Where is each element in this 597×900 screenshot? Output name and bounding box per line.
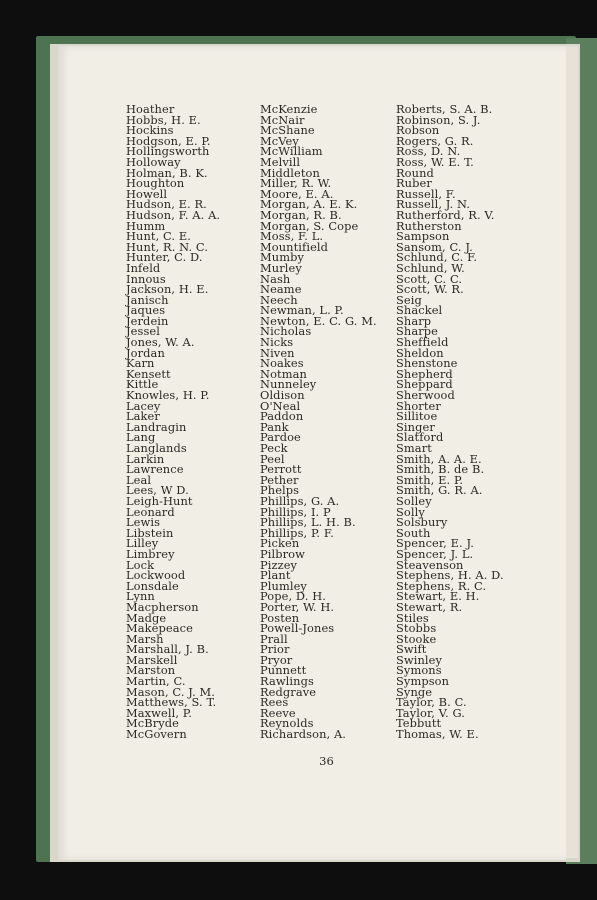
name-entry: Houghton [126, 176, 185, 191]
name-entry: Taylor, B. C. [396, 695, 467, 710]
name-entry: Redgrave [260, 684, 317, 699]
name-entry: Lees, W D. [126, 483, 189, 498]
name-entry: Jessel [126, 324, 160, 339]
name-entry: Ruber [396, 176, 432, 191]
name-entry: Innous [126, 271, 166, 286]
name-entry: Marshall, J. B. [126, 642, 209, 657]
name-entry: Sharpe [396, 324, 439, 339]
name-entry: Porter, W. H. [260, 599, 335, 614]
name-entry: Lynn [126, 589, 155, 604]
name-entry: Richardson, A. [260, 727, 346, 742]
name-entry: Langlands [126, 441, 187, 455]
name-entry: Spencer, J. L. [396, 546, 474, 561]
name-entry: Middleton [260, 165, 320, 180]
name-entry: Stobbs [396, 621, 437, 636]
name-entry: Holman, B. K. [126, 165, 208, 180]
name-entry: Knowles, H. P. [126, 388, 210, 403]
name-entry: Schlund, W. [396, 260, 465, 275]
name-entry: Nicks [260, 335, 294, 350]
name-entry: Ross, W. E. T. [396, 154, 474, 169]
name-entry: Marsh [126, 631, 164, 646]
name-entry: Sharp [396, 313, 432, 328]
name-entry: Hunter, C. D. [126, 250, 203, 265]
name-entry: Pardoe [260, 430, 301, 445]
name-entry: Kittle [126, 377, 159, 392]
name-entry: Lock [126, 557, 155, 572]
name-entry: Prior [260, 642, 290, 657]
name-entry: McWilliam [260, 144, 323, 159]
name-entry: Jones, W. A. [126, 335, 195, 350]
name-entry: Matthews, S. T. [126, 695, 217, 710]
page-number-text: 36 [319, 754, 334, 768]
name-entry: Prall [260, 631, 288, 646]
name-entry: Synge [396, 684, 433, 699]
name-entry: Picken [260, 536, 300, 551]
name-entry: Notman [260, 366, 307, 381]
name-entry: Morgan, A. E. K. [260, 197, 358, 212]
name-entry: McBryde [126, 716, 180, 731]
name-entry: Plumley [260, 578, 307, 593]
name-entry: Powell-Jones [260, 621, 335, 636]
name-entry: Jordan [126, 345, 165, 360]
name-entry: Thomas, W. E. [396, 727, 479, 742]
name-entry: Holloway [126, 154, 181, 169]
name-entry: Hoather [126, 102, 175, 116]
name-entry: Sheldon [396, 345, 444, 360]
name-entry: Solsbury [396, 515, 448, 530]
name-entry: Oldison [260, 388, 305, 403]
name-entry: Stooke [396, 631, 437, 646]
name-entry: Swift [396, 642, 427, 657]
name-entry: Madge [126, 610, 167, 625]
name-entry: Sherwood [396, 388, 455, 403]
name-entry: O'Neal [260, 398, 301, 413]
name-entry: Ross, D. N. [396, 144, 461, 159]
page-number [0, 754, 597, 768]
name-entry: Stewart, R. [396, 599, 463, 614]
name-entry: Sheppard [396, 377, 453, 392]
name-entry: Schlund, C. F. [396, 250, 478, 265]
name-entry: Russell, F. [396, 186, 456, 201]
name-entry: Jaques [126, 303, 166, 318]
name-entry: McNair [260, 112, 305, 127]
name-entry: Smith, B. de B. [396, 462, 485, 477]
name-entry: Phillips, I. P [260, 504, 331, 519]
name-entry: Miller, R. W. [260, 176, 332, 191]
name-entry: Russell, J. N. [396, 197, 471, 212]
name-entry: Leal [126, 472, 152, 487]
name-entry: Taylor, V. G. [396, 705, 465, 720]
name-entry: Sillitoe [396, 409, 438, 424]
name-entry: Plant [260, 568, 291, 583]
name-entry: Rawlings [260, 674, 314, 689]
name-entry: Moss, F. L. [260, 229, 324, 244]
name-entry: McVey [260, 133, 299, 148]
name-entry: Peck [260, 441, 288, 455]
name-entry: Tebbutt [396, 716, 442, 731]
name-entry: Phillips, L. H. B. [260, 515, 356, 530]
name-entry: Hunt, R. N. C. [126, 239, 209, 254]
name-entry: Smart [396, 441, 432, 455]
name-entry: Scott, C. C. [396, 271, 463, 286]
name-entry: Larkin [126, 451, 165, 466]
name-entry: Lockwood [126, 568, 186, 583]
name-entry: Swinley [396, 652, 443, 667]
name-entry: Perrott [260, 462, 302, 477]
name-entry: Rutherston [396, 218, 462, 233]
name-entry: Phillips, P. F. [260, 525, 334, 540]
name-entry: Pilbrow [260, 546, 305, 561]
name-entry: Sansom, C. J. [396, 239, 473, 254]
name-entry: Mountifield [260, 239, 329, 254]
name-entry: Mason, C. J. M. [126, 684, 215, 699]
name-column-1 [126, 104, 220, 740]
name-entry: Nash [260, 271, 291, 286]
name-entry: Round [396, 165, 434, 180]
name-entry: Newman, L. P. [260, 303, 344, 318]
name-entry: Scott, W. R. [396, 282, 464, 297]
name-entry: Leigh-Hunt [126, 493, 193, 508]
name-entry: Jerdein [126, 313, 169, 328]
name-entry: Robson [396, 123, 440, 138]
name-entry: Hodgson, E. P. [126, 133, 211, 148]
name-entry: Neame [260, 282, 302, 297]
name-entry: Slatford [396, 430, 444, 445]
name-entry: Sympson [396, 674, 450, 689]
name-entry: Pope, D. H. [260, 589, 326, 604]
name-entry: Symons [396, 663, 442, 678]
name-entry: Shackel [396, 303, 443, 318]
name-entry: Melvill [260, 154, 301, 169]
name-entry: Laker [126, 409, 160, 424]
facing-page-edge [566, 46, 578, 858]
name-entry: Phelps [260, 483, 300, 498]
name-entry: Rutherford, R. V. [396, 207, 495, 222]
name-entry: Shepherd [396, 366, 453, 381]
name-entry: Lonsdale [126, 578, 179, 593]
name-entry: Morgan, S. Cope [260, 218, 359, 233]
name-entry: Moore, E. A. [260, 186, 334, 201]
name-column-2 [260, 104, 377, 740]
name-entry: Lang [126, 430, 156, 445]
name-entry: Maxwell, P. [126, 705, 192, 720]
name-entry: Posten [260, 610, 300, 625]
name-entry: Marston [126, 663, 176, 678]
name-entry: Lilley [126, 536, 159, 551]
name-entry: Nunneley [260, 377, 317, 392]
name-entry: Punnett [260, 663, 307, 678]
name-entry: Hudson, E. R. [126, 197, 207, 212]
name-entry: Nicholas [260, 324, 312, 339]
name-entry: Noakes [260, 356, 304, 371]
name-entry: Hunt, C. E. [126, 229, 192, 244]
name-entry: Kensett [126, 366, 171, 381]
name-entry: Humm [126, 218, 166, 233]
name-entry: Singer [396, 419, 435, 434]
name-entry: Seig [396, 292, 422, 307]
name-entry: Rees [260, 695, 289, 710]
name-entry: Reeve [260, 705, 296, 720]
name-entry: McKenzie [260, 102, 318, 116]
name-entry: Shenstone [396, 356, 458, 371]
name-entry: Stewart, E. H. [396, 589, 480, 604]
name-entry: Newton, E. C. G. M. [260, 313, 377, 328]
name-entry: Pizzey [260, 557, 298, 572]
name-entry: Smith, E. P. [396, 472, 464, 487]
name-column-3 [396, 104, 504, 740]
name-entry: McShane [260, 123, 315, 138]
name-entry: Niven [260, 345, 295, 360]
name-entry: Janisch [126, 292, 169, 307]
name-entry: Reynolds [260, 716, 314, 731]
name-entry: Spencer, E. J. [396, 536, 474, 551]
name-entry: Hudson, F. A. A. [126, 207, 221, 222]
name-entry: Sampson [396, 229, 450, 244]
name-entry: Phillips, G. A. [260, 493, 340, 508]
name-entry: South [396, 525, 431, 540]
name-entry: Lacey [126, 398, 161, 413]
name-entry: Solly [396, 504, 425, 519]
name-entry: Pryor [260, 652, 293, 667]
name-entry: Landragin [126, 419, 187, 434]
name-entry: Limbrey [126, 546, 175, 561]
name-entry: Morgan, R. B. [260, 207, 342, 222]
name-entry: Mumby [260, 250, 305, 265]
name-entry: Hockins [126, 123, 174, 138]
name-entry: Hobbs, H. E. [126, 112, 201, 127]
name-entry: Lewis [126, 515, 161, 530]
name-entry: Rogers, G. R. [396, 133, 474, 148]
name-entry: Paddon [260, 409, 304, 424]
name-entry: Roberts, S. A. B. [396, 102, 493, 116]
name-entry: Pether [260, 472, 299, 487]
name-entry: Howell [126, 186, 168, 201]
name-entry: Smith, A. A. E. [396, 451, 482, 466]
name-entry: McGovern [126, 727, 187, 742]
name-entry: Jackson, H. E. [126, 282, 209, 297]
name-entry: Infeld [126, 260, 161, 275]
name-entry: Peel [260, 451, 285, 466]
name-entry: Stephens, R. C. [396, 578, 487, 593]
name-entry: Shorter [396, 398, 441, 413]
name-entry: Makepeace [126, 621, 193, 636]
name-entry: Sheffield [396, 335, 449, 350]
name-entry: Martin, C. [126, 674, 186, 689]
name-entry: Libstein [126, 525, 174, 540]
name-entry: Leonard [126, 504, 175, 519]
name-entry: Marskell [126, 652, 178, 667]
name-entry: Robinson, S. J. [396, 112, 481, 127]
name-entry: Solley [396, 493, 432, 508]
name-entry: Stiles [396, 610, 429, 625]
name-entry: Pank [260, 419, 289, 434]
name-entry: Lawrence [126, 462, 184, 477]
name-entry: Karn [126, 356, 155, 371]
name-entry: Neech [260, 292, 298, 307]
name-entry: Stephens, H. A. D. [396, 568, 504, 583]
name-entry: Smith, G. R. A. [396, 483, 483, 498]
name-entry: Hollingsworth [126, 144, 210, 159]
name-entry: Steavenson [396, 557, 464, 572]
name-entry: Murley [260, 260, 302, 275]
name-entry: Macpherson [126, 599, 199, 614]
